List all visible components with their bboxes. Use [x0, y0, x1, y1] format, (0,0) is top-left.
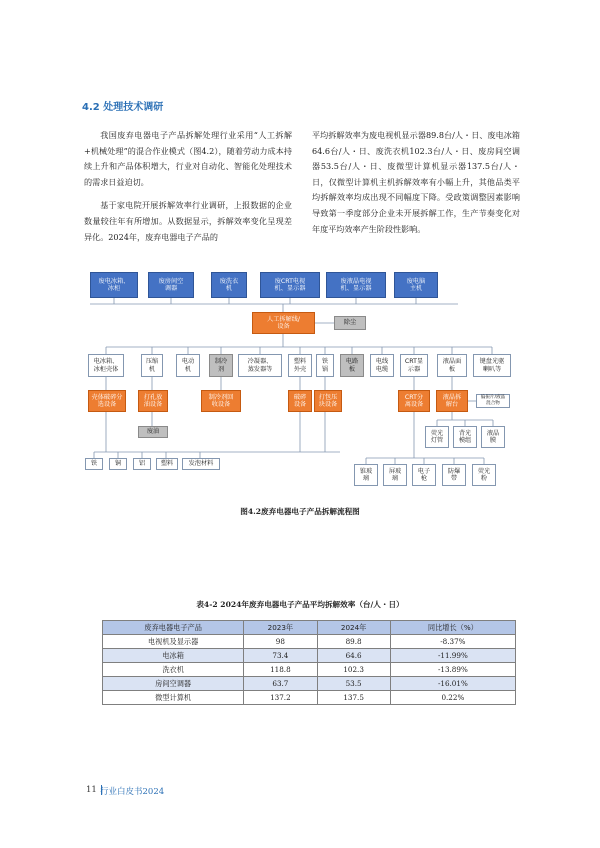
- part-cable: 电线 电缆: [370, 354, 394, 377]
- equipment-lcd-station: 液晶拆 解台: [436, 390, 468, 412]
- text-column-left: [84, 128, 292, 253]
- material-copper: 铜: [109, 458, 127, 470]
- equipment-shell-crusher: 壳体破碎分 选设备: [88, 390, 126, 412]
- input-computer-host: 废电脑 主机: [394, 272, 438, 298]
- part-motor: 电动 机: [176, 354, 200, 377]
- input-refrigerator: 废电冰箱、 冰柜: [90, 272, 138, 298]
- input-lcd-tv: 废液晶电视 机、显示器: [326, 272, 386, 298]
- table-cell: 房间空调器: [103, 677, 244, 691]
- table-cell: 89.8: [317, 635, 390, 649]
- input-air-conditioner: 废房间空 调器: [148, 272, 194, 298]
- text-column-right: [312, 128, 520, 245]
- column-header: 废弃电器电子产品: [103, 621, 244, 635]
- paragraph: 我国废弃电器电子产品拆解处理行业采用“人工拆解+机械处理”的混合作业模式（图4.2），随着劳动力成本持续上升和产品体积增大，行业对自动化、智能化处理技术的需求日益迫切。: [84, 130, 292, 187]
- part-refrigerant: 制冷 剂: [209, 354, 233, 377]
- paragraph: 基于家电院开展拆解效率行业调研，上报数据的企业数量较往年有所增加。从数据显示，拆解效率变化呈现差异化。2024年，废弃电器电子产品的: [84, 200, 292, 242]
- table-row: [103, 649, 516, 663]
- crt-electron-gun: 电子 枪: [412, 464, 436, 486]
- equipment-refrigerant-recovery: 制冷剂回 收设备: [201, 390, 241, 412]
- manual-disassembly-line: 人工拆解线/ 设备: [252, 312, 315, 334]
- table-cell: 137.2: [244, 691, 317, 705]
- material-foam: 发泡材料: [182, 458, 220, 470]
- page-number: 11: [86, 785, 102, 795]
- section-heading: 4.2 处理技术调研: [82, 102, 164, 113]
- crt-phosphor: 荧光 粉: [472, 464, 496, 486]
- efficiency-table: [102, 620, 516, 705]
- table-cell: 118.8: [244, 663, 317, 677]
- material-aluminum: 铝: [133, 458, 151, 470]
- table-cell: 0.22%: [390, 691, 515, 705]
- table-cell: 微型计算机: [103, 691, 244, 705]
- table-cell: -16.01%: [390, 677, 515, 691]
- table-cell: 98: [244, 635, 317, 649]
- waste-oil: 废油: [138, 426, 168, 438]
- table-row: [103, 677, 516, 691]
- material-plastic: 塑料: [156, 458, 178, 470]
- crt-cone-glass: 锥玻 璃: [354, 464, 378, 486]
- column-header: 2023年: [244, 621, 317, 635]
- disassembly-flow-diagram: [84, 262, 516, 494]
- part-iron-pot: 铁 锅: [316, 354, 334, 377]
- table-row: [103, 663, 516, 677]
- table-caption: 表4-2 2024年废弃电器电子产品平均拆解效率（台/人・日）: [196, 600, 404, 609]
- table-cell: 53.5: [317, 677, 390, 691]
- table-cell: 102.3: [317, 663, 390, 677]
- part-condenser: 冷凝器、 蒸发器等: [238, 354, 282, 377]
- part-lcd-panel: 液晶面 板: [437, 354, 467, 377]
- equipment-oil-drill: 打孔放 油设备: [138, 390, 168, 412]
- table-cell: 洗衣机: [103, 663, 244, 677]
- table-cell: 73.4: [244, 649, 317, 663]
- input-crt-tv: 废CRT电视 机、显示器: [260, 272, 320, 298]
- table-row: [103, 691, 516, 705]
- table-cell: 63.7: [244, 677, 317, 691]
- part-circuit-board: 电路 板: [340, 354, 364, 377]
- table-cell: -13.89%: [390, 663, 515, 677]
- equipment-baler: 打包压 块设备: [314, 390, 342, 412]
- input-washing-machine: 废洗衣 机: [211, 272, 247, 298]
- material-iron: 铁: [85, 458, 103, 470]
- column-header: 同比增长（%）: [390, 621, 515, 635]
- table-cell: 64.6: [317, 649, 390, 663]
- crt-explosion-band: 防爆 带: [442, 464, 466, 486]
- table-cell: 137.5: [317, 691, 390, 705]
- paragraph: 平均拆解效率为废电视机显示器89.8台/人・日、废电冰箱64.6台/人・日、废洗衣机102.3台/人・日、废房间空调器53.5台/人・日、废微型计算机显示器137.5台/人・日，仅微型计算机主机拆解效率有小幅上升，其他品类平均拆解效率均成出现不同幅度下降。受政策调整因素影响导致第一季度部分企业未开展拆解工作，生产节奏变化对年度平均效率产生阶段性影响。: [312, 130, 520, 234]
- lcd-film: 液晶 膜: [481, 426, 505, 448]
- table-header-row: [103, 621, 516, 635]
- table-row: [103, 635, 516, 649]
- column-header: 2024年: [317, 621, 390, 635]
- lcd-backlight: 背光 模组: [453, 426, 477, 448]
- part-compressor: 压缩 机: [141, 354, 163, 377]
- part-plastic-shell: 塑料 外壳: [288, 354, 312, 377]
- table-cell: -8.37%: [390, 635, 515, 649]
- crt-screen-glass: 屏玻 璃: [383, 464, 407, 486]
- dust-removal: 除尘: [334, 316, 366, 330]
- equipment-crusher: 破碎 设备: [288, 390, 312, 412]
- table-cell: 电冰箱: [103, 649, 244, 663]
- lcd-fluorescent-tube: 荧光 灯管: [425, 426, 449, 448]
- table-cell: 电视机及显示器: [103, 635, 244, 649]
- figure-caption: 图4.2废弃电器电子产品拆解流程图: [240, 507, 360, 516]
- part-fridge-shell: 电冰箱、 冰柜壳体: [88, 354, 124, 377]
- running-footer: 行业白皮书2024: [100, 787, 165, 797]
- part-crt-monitor: CRT显 示器: [400, 354, 428, 377]
- lcd-note: 偏振片/液晶 混合物: [476, 394, 510, 408]
- table-cell: -11.99%: [390, 649, 515, 663]
- part-keyboard: 键盘光驱 喇叭等: [473, 354, 511, 377]
- equipment-crt-separator: CRT分 离设备: [398, 390, 430, 412]
